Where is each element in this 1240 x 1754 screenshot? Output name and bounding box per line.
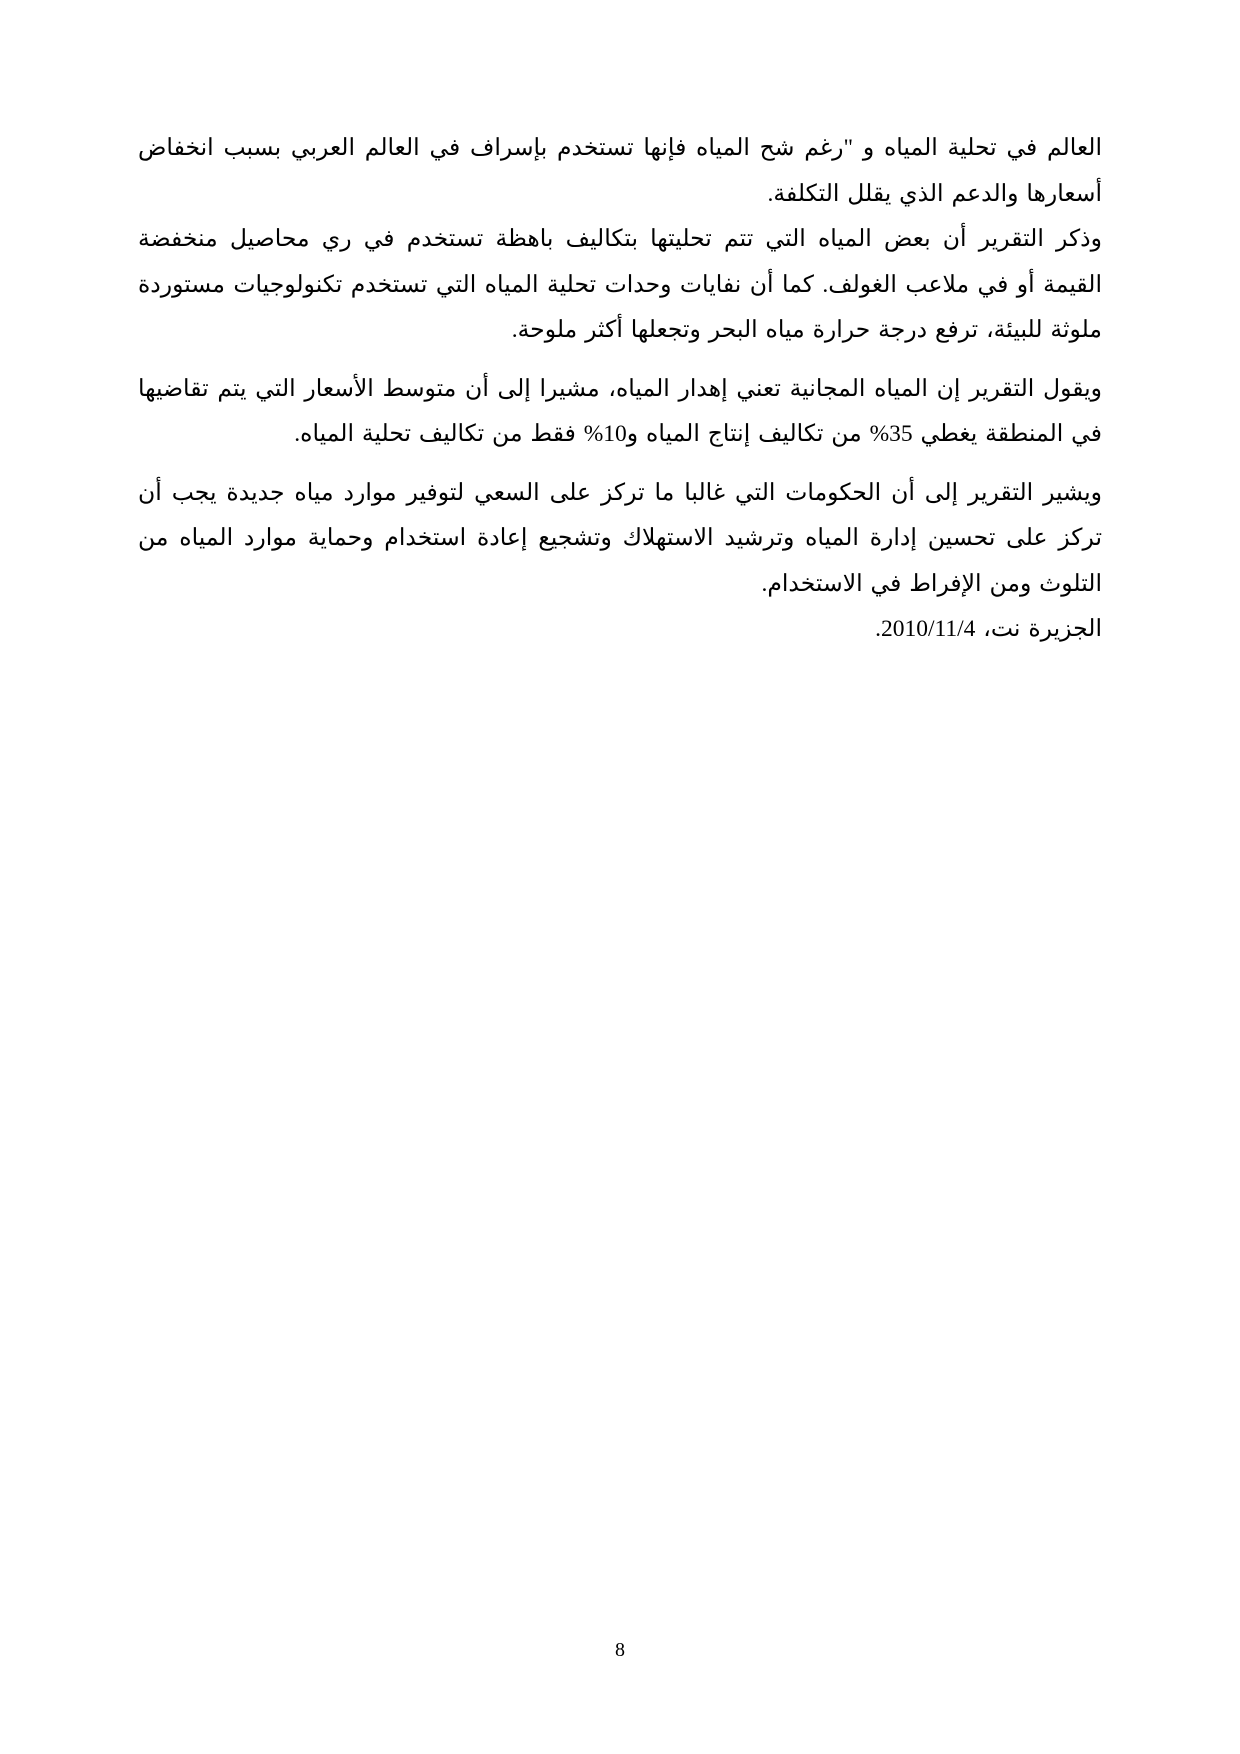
paragraph-1: العالم في تحلية المياه و "رغم شح المياه فإنها تستخدم بإسراف في العالم العربي بسبب انخفاض أسعارها والدعم الذي يقلل التكلفة.: [138, 135, 1102, 207]
paragraph-2: وذكر التقرير أن بعض المياه التي تتم تحليتها بتكاليف باهظة تستخدم في ري محاصيل منخفضة القيمة أو في ملاعب الغولف. كما أن نفايات وحدات تحلية المياه التي تستخدم تكنولوجيات مستوردة ملوثة للبيئة، ترفع درجة حرارة مياه البحر وتجعلها أكثر ملوحة.: [138, 226, 1102, 343]
source-date-line: الجزيرة نت، 2010/11/4.: [875, 616, 1102, 642]
paragraph-3: ويقول التقرير إن المياه المجانية تعني إهدار المياه، مشيرا إلى أن متوسط الأسعار التي يتم تقاضيها في المنطقة يغطي 35% من تكاليف إنتاج المياه و10% فقط من تكاليف تحلية المياه.: [138, 375, 1102, 447]
paragraph-4: ويشير التقرير إلى أن الحكومات التي غالبا ما تركز على السعي لتوفير موارد مياه جديدة يجب أن تركز على تحسين إدارة المياه وترشيد الاستهلاك وتشجيع إعادة استخدام وحماية موارد المياه من التلوث ومن الإفراط في الاستخدام.: [138, 479, 1102, 597]
page-number: 8: [615, 1639, 625, 1661]
document-body: [138, 126, 1102, 653]
